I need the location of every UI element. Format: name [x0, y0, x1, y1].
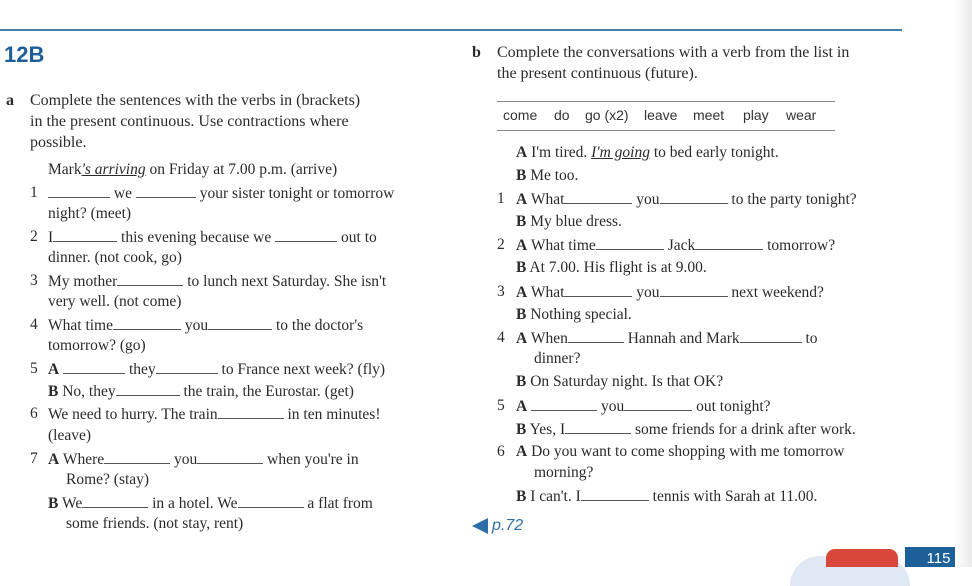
b-item-6-a: A Do you want to come shopping with me tomorrow: [516, 443, 845, 460]
verb-item: go (x2): [585, 107, 629, 123]
a-item-6-line2: (leave): [48, 427, 92, 444]
b-item-1-b: B My blue dress.: [516, 213, 622, 230]
page-edge-shadow: [955, 0, 972, 567]
b-item-4-a: A When Hannah and Mark to: [516, 330, 818, 347]
answer-blank[interactable]: [218, 404, 284, 419]
answer-blank[interactable]: [581, 486, 649, 501]
answer-blank[interactable]: [197, 449, 263, 464]
b-item-number: 2: [497, 236, 505, 253]
b-item-number: 1: [497, 190, 505, 207]
answer-blank[interactable]: [208, 315, 272, 330]
answer-blank[interactable]: [156, 359, 218, 374]
a-item-1-line2: night? (meet): [48, 205, 132, 222]
a-item-number: 5: [30, 360, 38, 377]
a-item-number: 4: [30, 316, 38, 333]
answer-blank[interactable]: [596, 235, 664, 250]
a-item-3: My mother to lunch next Saturday. She isn't: [48, 273, 387, 290]
section-a-letter: a: [6, 92, 14, 109]
section-a-heading: [6, 90, 436, 153]
answer-blank[interactable]: [564, 282, 632, 297]
answer-blank[interactable]: [238, 493, 304, 508]
page-reference-link[interactable]: [472, 517, 523, 535]
answer-blank[interactable]: [624, 396, 692, 411]
unit-title: 12B: [4, 42, 45, 67]
a-item-3-line2: very well. (not come): [48, 293, 182, 310]
b-item-2-b: B At 7.00. His flight is at 9.00.: [516, 259, 707, 276]
verb-item: do: [554, 107, 570, 123]
a-item-number: 2: [30, 228, 38, 245]
page-reference-text: p.72: [492, 517, 524, 534]
verb-item: come: [503, 107, 538, 123]
a-item-2-line2: dinner. (not cook, go): [48, 249, 182, 266]
a-item-4: What time you to the doctor's: [48, 317, 364, 334]
b-item-6-b: B I can't. I tennis with Sarah at 11.00.: [516, 488, 818, 505]
answer-blank[interactable]: [48, 183, 110, 198]
verb-item: wear: [786, 107, 817, 123]
a-item-1: we your sister tonight or tomorrow: [48, 183, 394, 204]
answer-blank[interactable]: [660, 282, 728, 297]
b-example-b: B Me too.: [516, 167, 579, 184]
itutor-logo: [826, 549, 898, 567]
section-a-heading-line3: possible.: [30, 134, 87, 151]
b-item-3-a: A What you next weekend?: [516, 284, 824, 301]
section-b-heading-line2: the present continuous (future).: [497, 65, 698, 82]
answer-blank[interactable]: [113, 315, 181, 330]
verb-item: play: [743, 107, 769, 123]
answer-blank[interactable]: [53, 227, 117, 242]
answer-blank[interactable]: [82, 493, 148, 508]
arrow-left-icon: [472, 518, 488, 534]
a-item-6: We need to hurry. The train in ten minutes!: [48, 406, 381, 423]
a-item-7-b: B We in a hotel. We a flat from: [48, 495, 373, 512]
answer-blank[interactable]: [531, 396, 597, 411]
b-item-5-b: B Yes, I some friends for a drink after work.: [516, 421, 856, 438]
section-b-heading-line1: Complete the conversations with a verb from the list in: [497, 44, 850, 61]
answer-blank[interactable]: [63, 359, 125, 374]
b-item-number: 5: [497, 397, 505, 414]
b-item-number: 6: [497, 443, 505, 460]
a-example: Mark's arriving on Friday at 7.00 p.m. (arrive): [48, 161, 338, 178]
a-item-5-b: B No, they the train, the Eurostar. (get): [48, 383, 354, 400]
b-item-2-a: A What time Jack tomorrow?: [516, 237, 836, 254]
answer-blank[interactable]: [275, 227, 337, 242]
b-item-4-b: B On Saturday night. Is that OK?: [516, 373, 724, 390]
a-item-number: 1: [30, 184, 38, 201]
answer-blank[interactable]: [660, 189, 728, 204]
b-item-6-line2: morning?: [534, 464, 594, 481]
answer-blank[interactable]: [564, 189, 632, 204]
a-item-number: 6: [30, 405, 38, 422]
page-number: 115: [905, 547, 972, 567]
a-item-5-a: A they to France next week? (fly): [48, 361, 386, 378]
b-item-4-line2: dinner?: [534, 350, 581, 367]
a-item-number: 3: [30, 272, 38, 289]
top-rule: [0, 29, 902, 31]
section-a-heading-line1: Complete the sentences with the verbs in (brackets): [30, 92, 361, 109]
section-b-heading: [472, 42, 912, 84]
a-item-number: 7: [30, 450, 38, 467]
a-item-4-line2: tomorrow? (go): [48, 337, 146, 354]
answer-blank[interactable]: [568, 328, 624, 343]
b-item-number: 4: [497, 329, 505, 346]
b-item-5-a: A you out tonight?: [516, 398, 771, 415]
a-item-7-line2: Rome? (stay): [66, 471, 150, 488]
verb-item: meet: [693, 107, 725, 123]
answer-blank[interactable]: [136, 183, 196, 198]
a-item-7-a: A Where you when you're in: [48, 451, 359, 468]
a-item-7-line4: some friends. (not stay, rent): [66, 515, 244, 532]
verb-item: leave: [644, 107, 678, 123]
verb-list-box: [497, 101, 835, 131]
b-example-a: A I'm tired. I'm going to bed early tonight.: [516, 144, 779, 161]
answer-blank[interactable]: [104, 449, 170, 464]
b-item-number: 3: [497, 283, 505, 300]
answer-blank[interactable]: [116, 381, 180, 396]
section-a-heading-line2: in the present continuous. Use contractions where: [30, 113, 349, 130]
b-item-3-b: B Nothing special.: [516, 306, 632, 323]
a-item-2: I this evening because we out to: [48, 229, 377, 246]
answer-blank[interactable]: [565, 419, 631, 434]
section-b-letter: b: [472, 44, 481, 61]
answer-blank[interactable]: [695, 235, 763, 250]
b-item-1-a: A What you to the party tonight?: [516, 191, 857, 208]
answer-blank[interactable]: [117, 271, 183, 286]
answer-blank[interactable]: [740, 328, 802, 343]
